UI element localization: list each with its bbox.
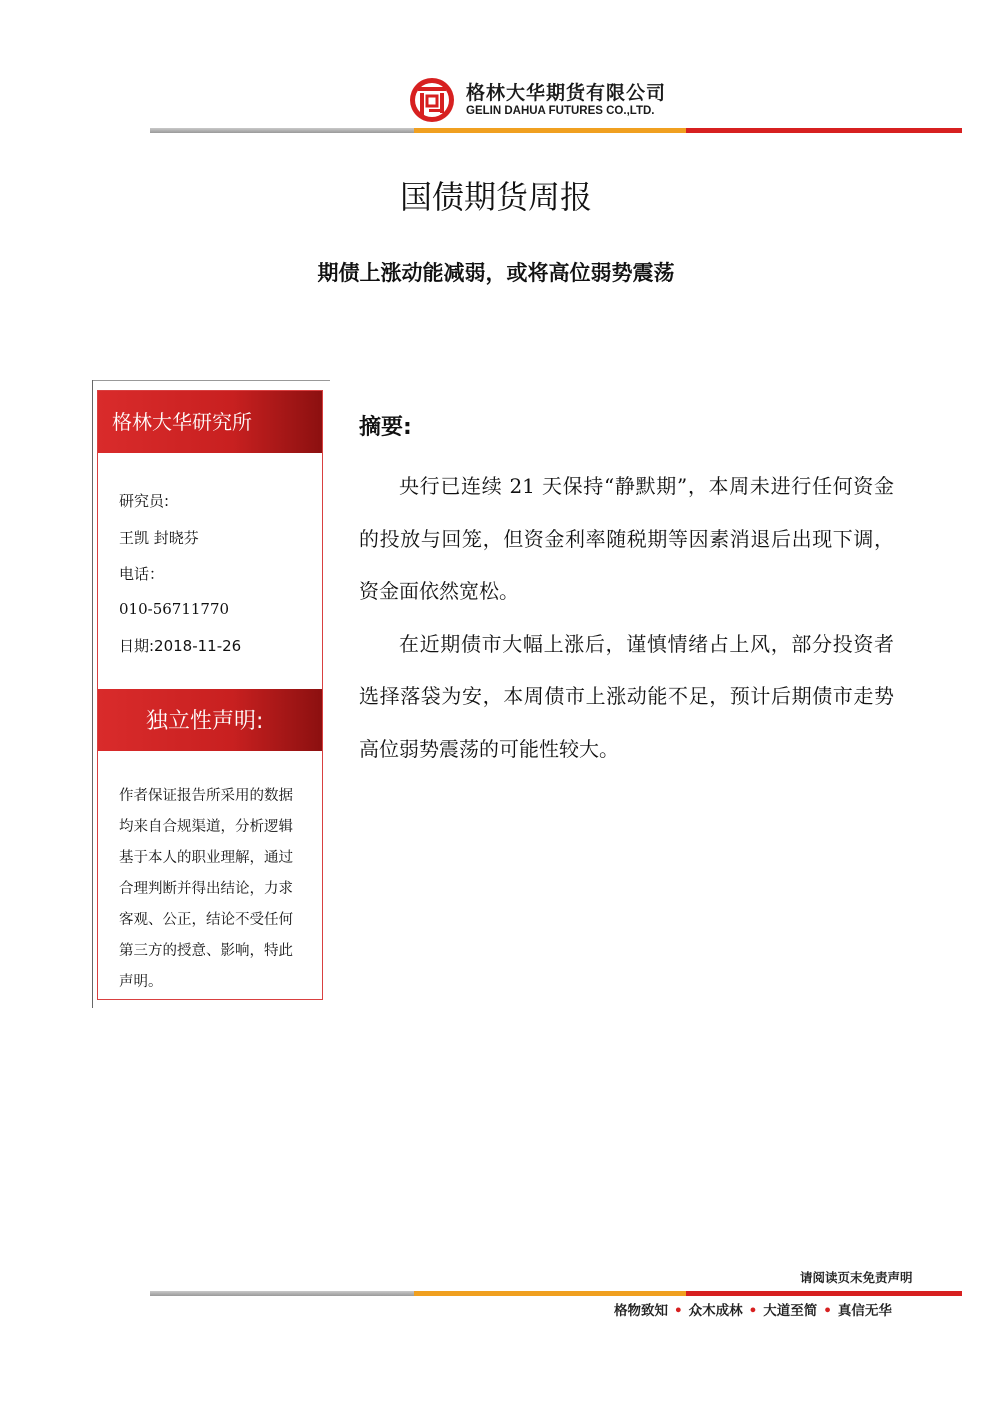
sidebar-frame-top: [92, 380, 330, 381]
header-divider: [150, 128, 962, 133]
institute-banner: [98, 391, 322, 453]
disclaimer-notice: 请阅读页末免责声明: [800, 1270, 913, 1285]
company-name-cn: 格林大华期货有限公司: [466, 82, 667, 104]
researcher-names: 王凯 封晓芬: [119, 529, 199, 547]
slogan-item: 真信无华: [837, 1303, 892, 1319]
bullet-icon: •: [748, 1303, 758, 1319]
report-date: 日期:2018-11-26: [119, 637, 242, 655]
report-subtitle: 期债上涨动能减弱，或将高位弱势震荡: [317, 261, 675, 285]
slogan-item: 众木成林: [688, 1303, 743, 1319]
footer-divider: [150, 1291, 962, 1296]
institute-name: 格林大华研究所: [112, 410, 252, 434]
abstract-body: [359, 460, 894, 775]
bullet-icon: •: [823, 1303, 832, 1319]
gelin-dahua-logo-icon: [408, 76, 456, 124]
abstract-paragraph: 在近期债市大幅上涨后，谨慎情绪占上风，部分投资者选择落袋为安，本周债市上涨动能不足，预计后期债市走势高位弱势震荡的可能性较大。: [359, 631, 894, 761]
phone-number: 010-56711770: [119, 600, 230, 618]
phone-label: 电话：: [119, 565, 165, 583]
company-logo: [408, 74, 708, 126]
company-name-en: GELIN DAHUA FUTURES CO.,LTD.: [466, 105, 655, 117]
researcher-label: 研究员:: [119, 492, 170, 510]
slogan-item: 大道至简: [763, 1303, 818, 1319]
abstract-heading: 摘要:: [359, 415, 412, 440]
sidebar-info-box: [97, 390, 323, 1000]
report-title: 国债期货周报: [399, 178, 592, 216]
abstract-paragraph: 央行已连续 21 天保持“静默期”，本周未进行任何资金的投放与回笼，但资金利率随税期等因素消退后出现下调，资金面依然宽松。: [359, 474, 894, 603]
footer-slogans: [614, 1299, 892, 1319]
slogan-item: 格物致知: [614, 1303, 668, 1319]
bullet-icon: •: [674, 1303, 683, 1319]
independence-banner: [98, 689, 322, 751]
sidebar-frame-left: [92, 380, 93, 1008]
independence-statement: 作者保证报告所采用的数据均来自合规渠道，分析逻辑基于本人的职业理解，通过合理判断并得出结论，力求客观、公正，结论不受任何第三方的授意、影响，特此声明。: [119, 788, 293, 990]
independence-heading: 独立性声明:: [146, 709, 264, 734]
